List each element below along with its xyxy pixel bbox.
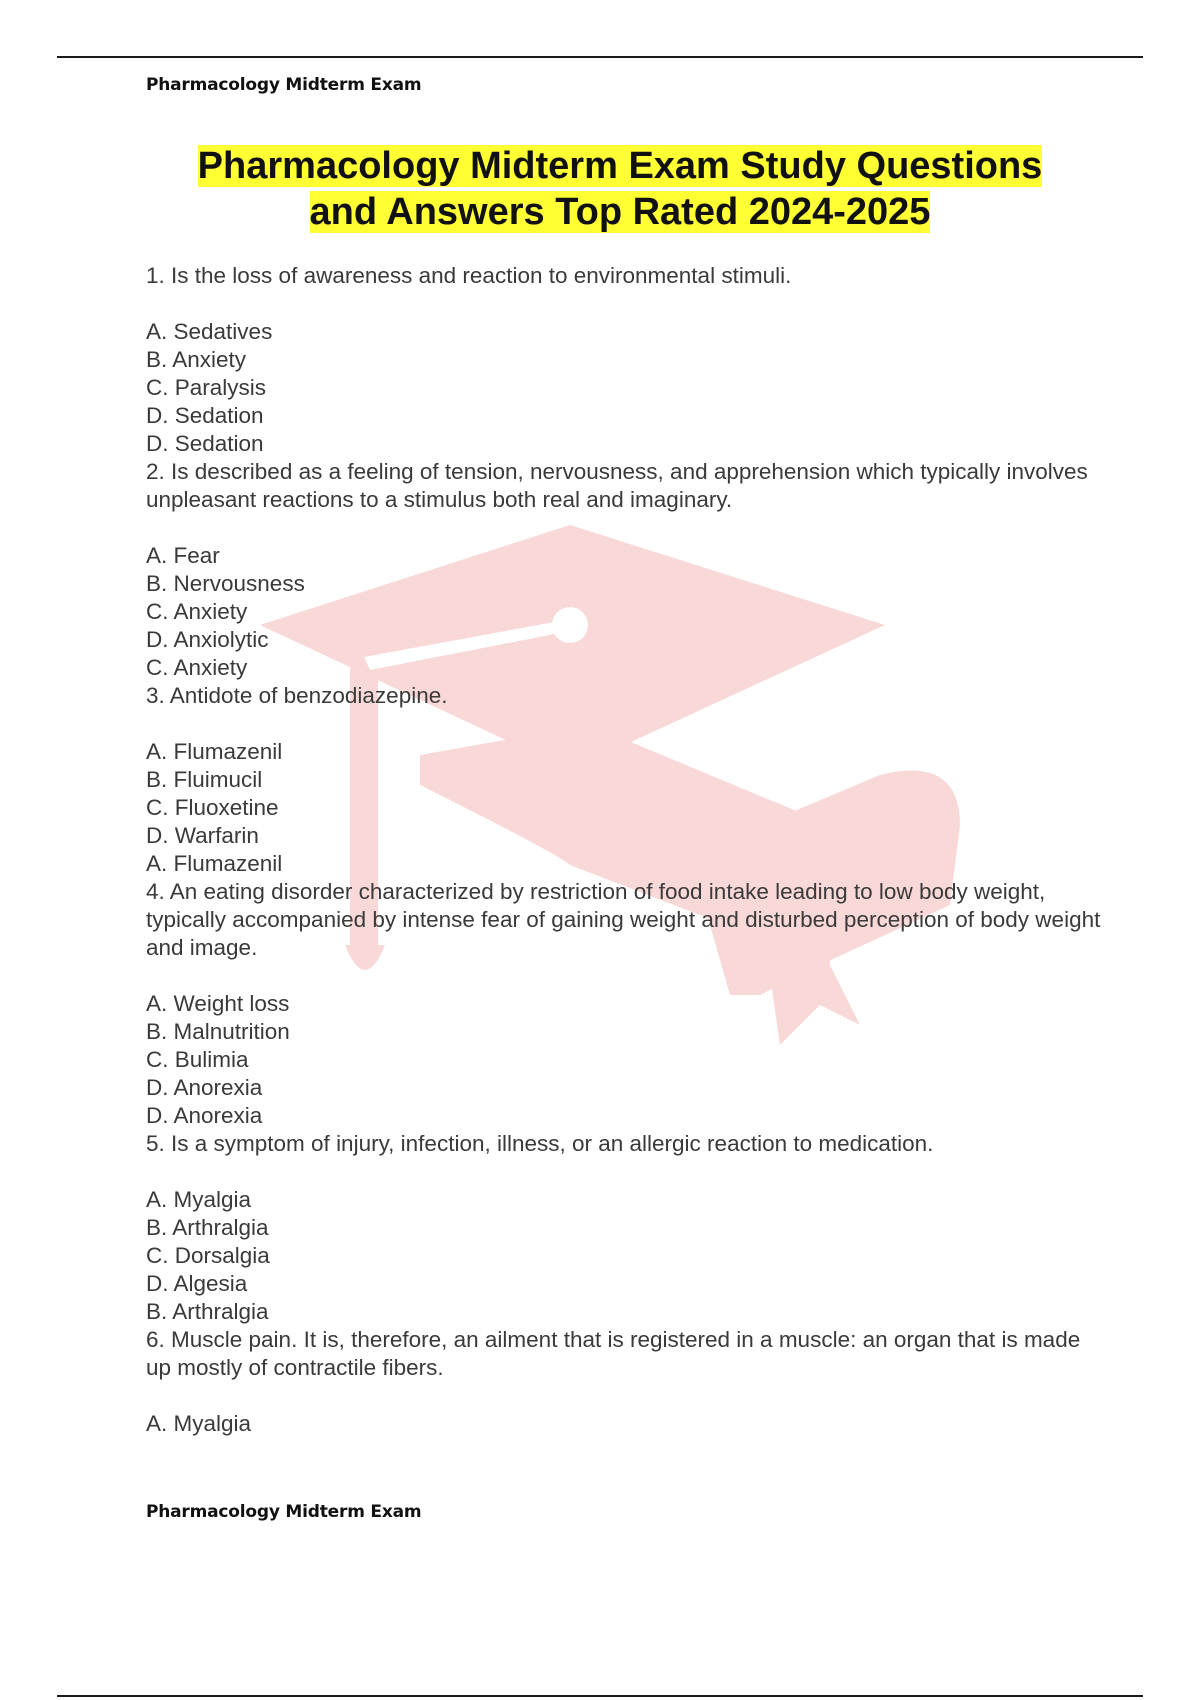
answer: D. Anorexia (146, 1103, 263, 1128)
option: D. Anxiolytic (146, 627, 269, 652)
option: C. Fluoxetine (146, 795, 279, 820)
top-rule (57, 56, 1143, 58)
option: A. Flumazenil (146, 739, 283, 764)
answer: B. Arthralgia (146, 1299, 269, 1324)
option: B. Fluimucil (146, 767, 263, 792)
option: C. Anxiety (146, 599, 248, 624)
option: C. Paralysis (146, 375, 267, 400)
option: D. Sedation (146, 403, 264, 428)
option: D. Anorexia (146, 1075, 263, 1100)
question-list (146, 262, 1106, 1438)
title-line-1: Pharmacology Midterm Exam Study Questions (197, 145, 1043, 187)
option: B. Anxiety (146, 347, 247, 372)
question-block (146, 682, 1106, 878)
question-block (146, 262, 1106, 458)
option: B. Nervousness (146, 571, 305, 596)
running-footer: Pharmacology Midterm Exam (146, 1502, 422, 1522)
option: A. Myalgia (146, 1411, 252, 1436)
option: B. Malnutrition (146, 1019, 290, 1044)
title-line-2: and Answers Top Rated 2024-2025 (309, 191, 931, 233)
answer: A. Flumazenil (146, 851, 283, 876)
question-text: 1. Is the loss of awareness and reaction to environmental stimuli. (146, 263, 792, 288)
bottom-rule (57, 1695, 1143, 1697)
answer: D. Sedation (146, 431, 264, 456)
option: D. Algesia (146, 1271, 248, 1296)
question-text: 4. An eating disorder characterized by restriction of food intake leading to low body weight, typically accompanied by intense fear of gaining weight and disturbed perception of body weight and image. (146, 879, 1101, 960)
option: A. Sedatives (146, 319, 273, 344)
question-text: 3. Antidote of benzodiazepine. (146, 683, 448, 708)
document-title (0, 143, 1200, 235)
option: C. Dorsalgia (146, 1243, 270, 1268)
question-text: 6. Muscle pain. It is, therefore, an ailment that is registered in a muscle: an organ that is made up mostly of contractile fibers. (146, 1327, 1081, 1380)
answer: C. Anxiety (146, 655, 248, 680)
option: A. Fear (146, 543, 220, 568)
option: A. Weight loss (146, 991, 290, 1016)
question-block (146, 878, 1106, 1130)
running-header: Pharmacology Midterm Exam (146, 75, 422, 95)
question-text: 5. Is a symptom of injury, infection, illness, or an allergic reaction to medication. (146, 1131, 934, 1156)
question-text: 2. Is described as a feeling of tension, nervousness, and apprehension which typically involves unpleasant reactions to a stimulus both real and imaginary. (146, 459, 1088, 512)
question-block (146, 1130, 1106, 1326)
question-block (146, 458, 1106, 682)
question-block (146, 1326, 1106, 1438)
option: A. Myalgia (146, 1187, 252, 1212)
option: C. Bulimia (146, 1047, 249, 1072)
option: D. Warfarin (146, 823, 259, 848)
option: B. Arthralgia (146, 1215, 269, 1240)
